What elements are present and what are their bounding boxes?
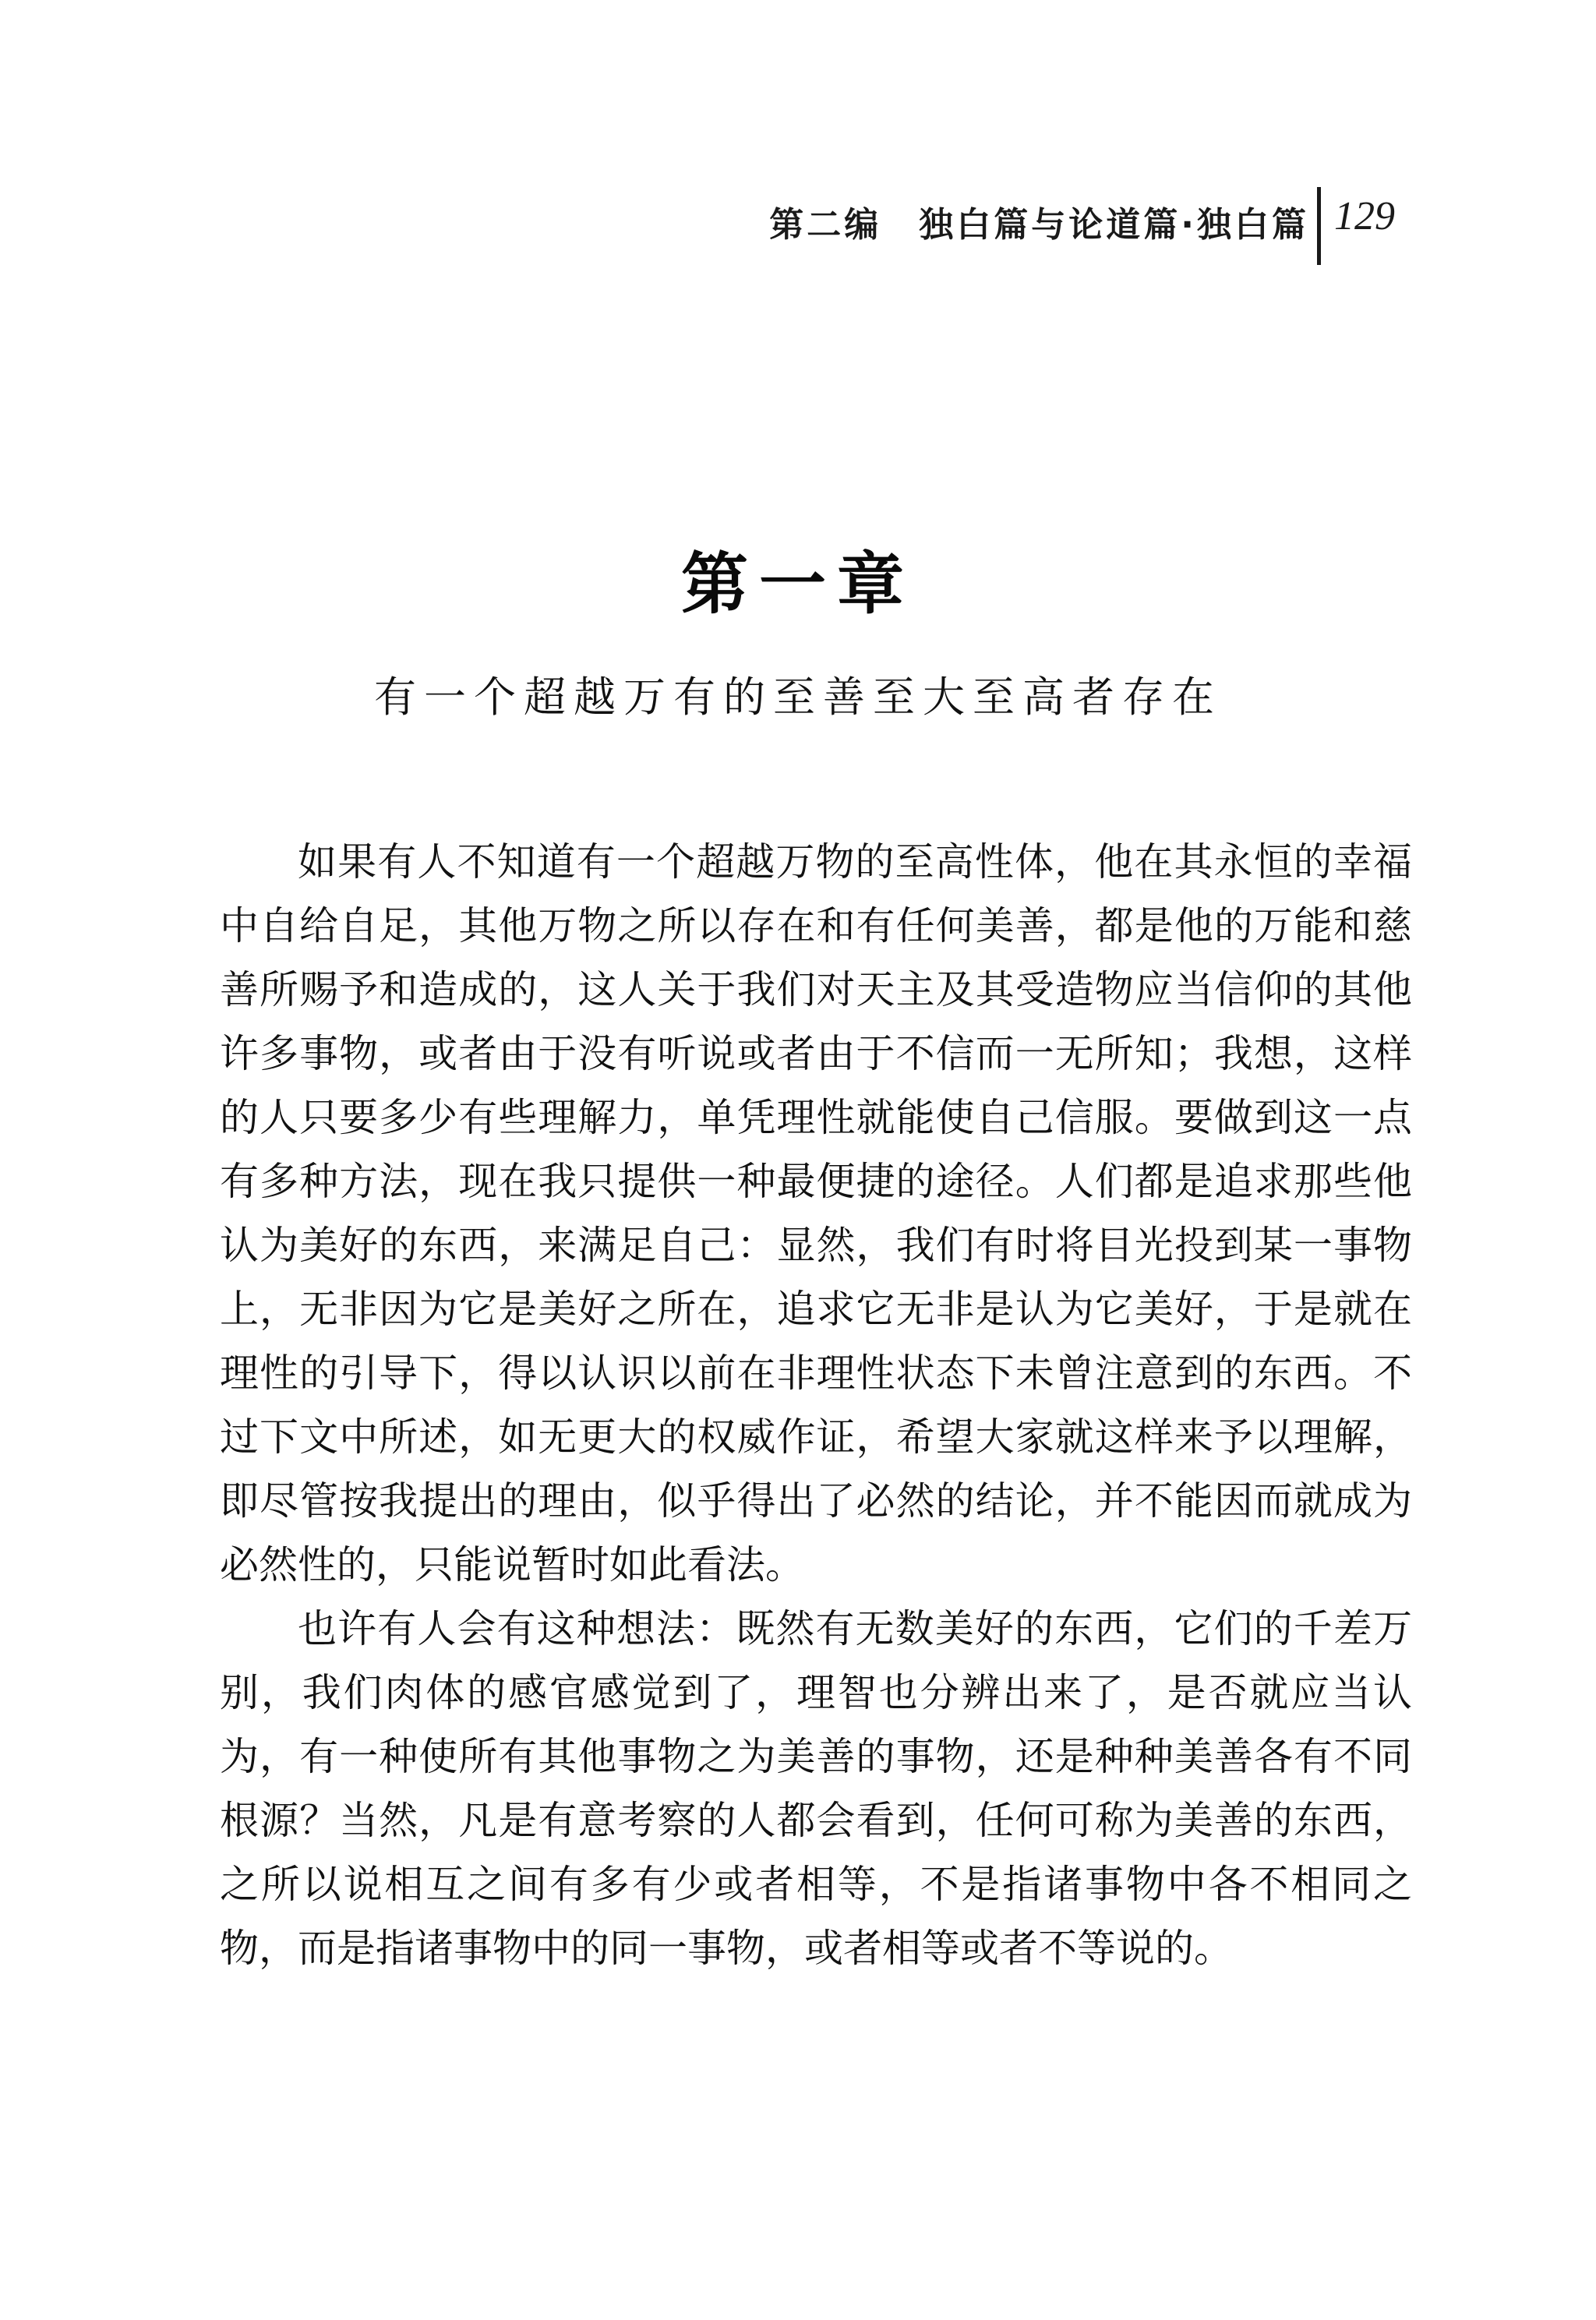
header-divider [1317, 187, 1321, 265]
running-title: 第二编 独白篇与论道篇·独白篇 [769, 205, 1309, 245]
body-text [220, 830, 1412, 1980]
paragraph: 也许有人会有这种想法：既然有无数美好的东西，它们的千差万别，我们肉体的感官感觉到了，理智也分辨出来了，是否就应当认为，有一种使所有其他事物之为美善的事物，还是种种美善各有不同根源？当然，凡是有意考察的人都会看到，任何可称为美善的东西，之所以说相互之间有多有少或者相等，不是指诸事物中各不相同之物，而是指诸事物中的同一事物，或者相等或者不等说的。 [220, 1606, 1412, 1971]
paragraph: 如果有人不知道有一个超越万物的至高性体，他在其永恒的幸福中自给自足，其他万物之所以存在和有任何美善，都是他的万能和慈善所赐予和造成的，这人关于我们对天主及其受造物应当信仰的其他许多事物，或者由于没有听说或者由于不信而一无所知；我想，这样的人只要多少有些理解力，单凭理性就能使自己信服。要做到这一点有多种方法，现在我只提供一种最便捷的途径。人们都是追求那些他认为美好的东西，来满足自己：显然，我们有时将目光投到某一事物上，无非因为它是美好之所在，追求它无非是认为它美好，于是就在理性的引导下，得以认识以前在非理性状态下未曾注意到的东西。不过下文中所述，如无更大的权威作证，希望大家就这样来予以理解，即尽管按我提出的理由，似乎得出了必然的结论，并不能因而就成为必然性的，只能说暂时如此看法。 [220, 839, 1412, 1587]
chapter-title: 第一章 [681, 546, 915, 623]
chapter-subtitle: 有一个超越万有的至善至大至高者存在 [374, 673, 1222, 722]
running-header [0, 187, 1596, 281]
page-number: 129 [1334, 194, 1395, 238]
